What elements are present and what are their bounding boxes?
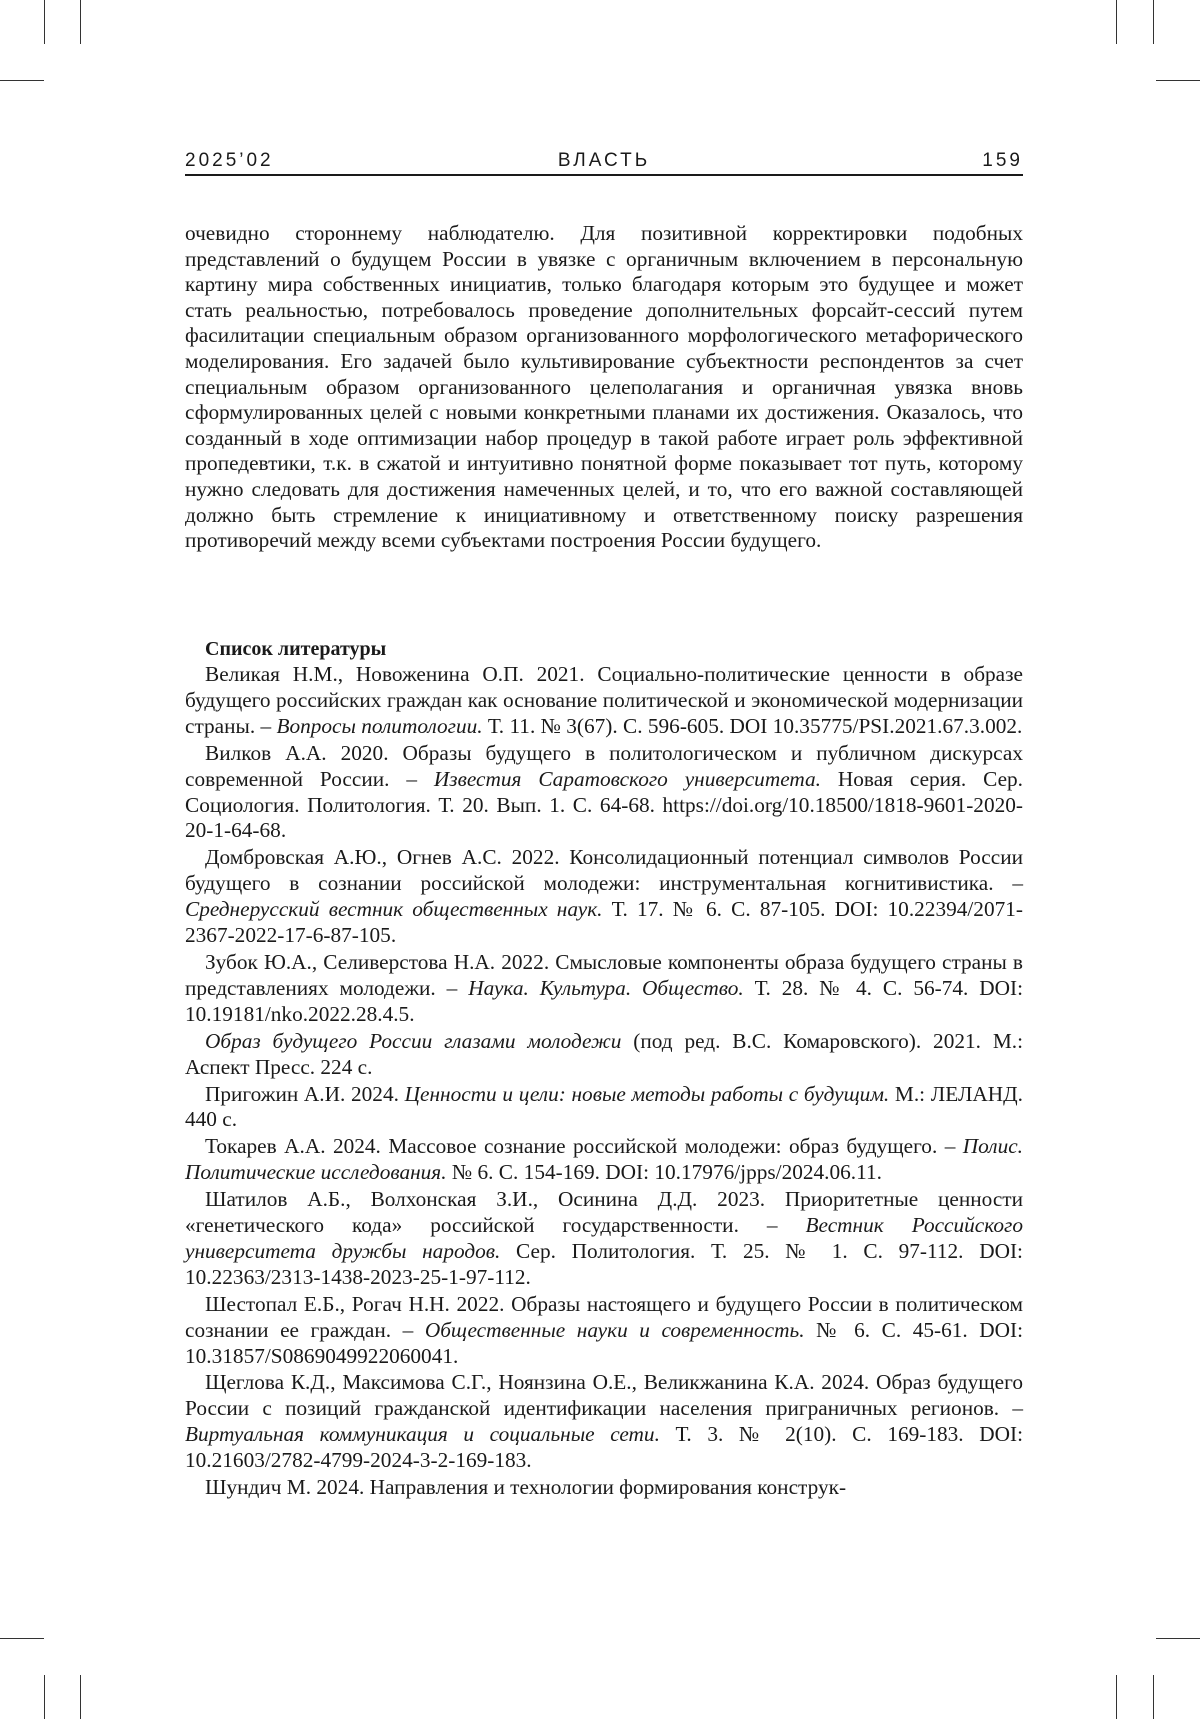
crop-mark — [1116, 0, 1117, 44]
crop-mark — [1116, 1675, 1117, 1719]
reference-details: Новая серия. Сер. Социология. Политология. Т. 20. Вып. 1. С. 64-68. https://doi.org/10.18500/1818-9601-2020-20-1-64-68. — [185, 767, 1023, 843]
body-text — [185, 221, 1023, 554]
crop-mark — [1156, 1638, 1200, 1639]
references-list — [185, 662, 1023, 1501]
crop-mark — [44, 0, 45, 44]
crop-mark — [0, 1638, 44, 1639]
reference-details: Т. 3. № 2(10). С. 169-183. DOI: 10.21603/2782-4799-2024-3-2-169-183. — [185, 1422, 1023, 1472]
reference-source: Наука. Культура. Общество. — [468, 976, 744, 1000]
body-paragraph: очевидно стороннему наблюдателю. Для позитивной корректировки подоб­ных представлений о будущем России в увязке с органичным включением в персональную картину мира собственных инициатив, только благодаря которым это будущее и может стать реальностью, потребовалось проведение дополнительных форсайт-сессий путем фасилитации специальным образом организованного морфологического метафорического моделирования. Его задачей было культивирование субъектности респондентов за счет специ­альным образом организованного целеполагания и органичная увязка вновь сформулированных целей с новыми конкретными планами их достижения. Оказалось, что созданный в ходе оптимизации набор процедур в такой работе играет роль эффективной пропедевтики, т.к. в сжатой и интуитивно понят­ной форме показывает тот путь, которому нужно следовать для достижения намеченных целей, и то, что его важной составляющей должно быть стрем­ление к инициативному и ответственному поиску разрешения противоречий между всеми субъектами построения России будущего. — [185, 221, 1023, 554]
crop-mark — [1153, 1675, 1154, 1719]
reference-text: Вилков А.А. 2020. Образы будущего в политологическом и публичном дис­курсах современной России. – — [185, 741, 1023, 791]
reference-item — [185, 845, 1023, 949]
reference-item — [185, 1292, 1023, 1370]
reference-text: Великая Н.М., Новоженина О.П. 2021. Социально-политические ценности в образе будущего российских граждан как основание политической и эко­номической модернизации страны. – — [185, 662, 1023, 738]
reference-details: Т. 11. № 3(67). С. 596-605. DOI 10.35775/PSI.2021.67.3.002. — [483, 714, 1023, 738]
reference-details: № 6. С. 154-169. DOI: 10.17976/jpps/2024.06.11. — [447, 1160, 882, 1184]
reference-item — [185, 950, 1023, 1028]
reference-text: Пригожин А.И. 2024. — [205, 1082, 405, 1106]
references-section — [185, 636, 1023, 1502]
reference-source: Известия Саратовского университета. — [434, 767, 821, 791]
crop-mark — [0, 80, 44, 81]
reference-item — [185, 1187, 1023, 1291]
crop-mark — [44, 1675, 45, 1719]
reference-item — [185, 1082, 1023, 1134]
reference-item — [185, 1029, 1023, 1081]
reference-source: Среднерусский вестник общественных наук. — [185, 897, 602, 921]
reference-item — [185, 662, 1023, 740]
reference-text: Токарев А.А. 2024. Массовое сознание российской молодежи: образ буду­щего. – — [205, 1134, 963, 1158]
issue-number: 2025’02 — [185, 150, 274, 172]
reference-item — [185, 1475, 1023, 1501]
reference-item — [185, 1134, 1023, 1186]
crop-mark — [80, 0, 81, 44]
crop-mark — [1153, 0, 1154, 44]
crop-mark — [1156, 80, 1200, 81]
reference-source: Общественные науки и современность. — [425, 1318, 805, 1342]
reference-text: Домбровская А.Ю., Огнев А.С. 2022. Консолидационный потенциал сим­волов России будущего в сознании российской молодежи: инструменталь­ная когнитивистика. – — [185, 845, 1023, 895]
reference-text: Шатилов А.Б., Волхонская З.И., Осинина Д.Д. 2023. Приоритетные цен­ности «генетического кода» российской государственности. – — [185, 1187, 1023, 1237]
reference-source: Вопросы политологии. — [276, 714, 482, 738]
reference-text: Шундич М. 2024. Направления и технологии формирования конструк- — [205, 1475, 846, 1499]
page-number: 159 — [982, 150, 1023, 172]
reference-details: Т. 17. № 6. С. 87-105. DOI: 10.22394/2071-2367-2022-17-6-87-105. — [185, 897, 1023, 947]
references-title: Список литературы — [205, 636, 1023, 662]
reference-source: Образ будущего России глазами молодежи — [205, 1029, 621, 1053]
reference-text: Зубок Ю.А., Селиверстова Н.А. 2022. Смысловые компоненты образа буду­щего страны в представлениях молодежи. – — [185, 950, 1023, 1000]
running-head — [185, 150, 1023, 176]
reference-text: Шестопал Е.Б., Рогач Н.Н. 2022. Образы настоящего и будущего России в политическом сознании ее граждан. – — [185, 1292, 1023, 1342]
reference-details: № 6. С. 45-61. DOI: 10.31857/S0869049922060041. — [185, 1318, 1023, 1368]
reference-text: Щеглова К.Д., Максимова С.Г., Ноянзина О.Е., Великжанина К.А. 2024. Образ будущего России с позиций гражданской идентификации населения приграничных регионов. – — [185, 1370, 1023, 1420]
journal-title: ВЛАСТЬ — [185, 150, 1023, 172]
reference-source: Ценности и цели: новые методы работы с будущим. — [405, 1082, 890, 1106]
reference-item — [185, 1370, 1023, 1474]
reference-source: Вестник Российского университета дружбы народов. — [185, 1213, 1023, 1263]
reference-details: Т. 28. № 4. С. 56-74. DOI: 10.19181/nko.2022.28.4.5. — [185, 976, 1023, 1026]
reference-details: (под ред. В.С. Комаровского). 2021. М.: Аспект Пресс. 224 с. — [185, 1029, 1023, 1079]
reference-source: Полис. Политические исследования. — [185, 1134, 1023, 1184]
reference-details: Сер. Политология. Т. 25. № 1. С. 97-112. DOI: 10.22363/2313-1438-2023-25-1-97-112. — [185, 1239, 1023, 1289]
reference-source: Виртуальная коммуникация и социальные сети. — [185, 1422, 660, 1446]
reference-details: М.: ЛЕЛАНД. 440 с. — [185, 1082, 1023, 1132]
reference-item — [185, 741, 1023, 845]
crop-mark — [80, 1675, 81, 1719]
